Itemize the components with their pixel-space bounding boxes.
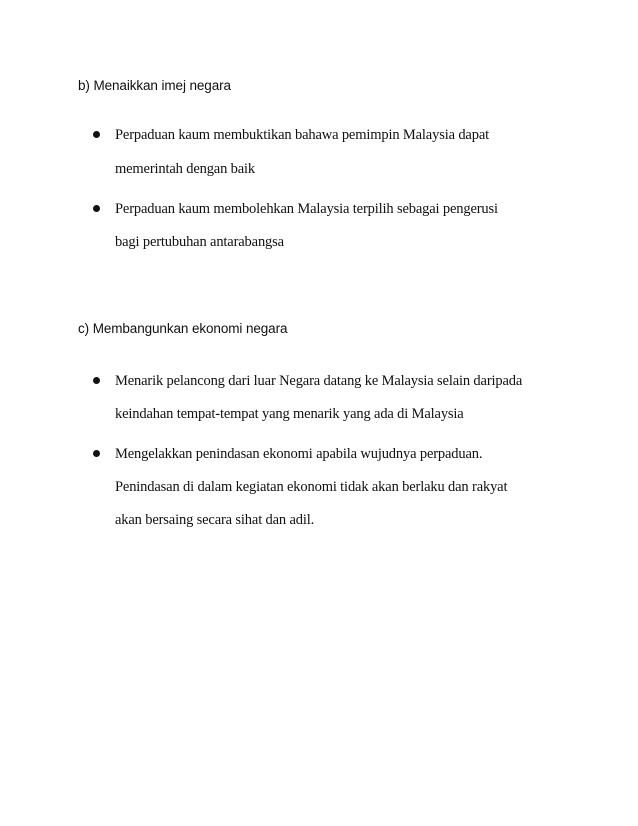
bullet-icon [93, 205, 100, 212]
section-c-item-1-line-1: Menarik pelancong dari luar Negara datang ke Malaysia selain daripada [115, 373, 523, 389]
bullet-icon [93, 450, 100, 457]
section-c-heading: c) Membangunkan ekonomi negara [78, 321, 288, 336]
section-c-item-2-line-2: Penindasan di dalam kegiatan ekonomi tidak akan berlaku dan rakyat [115, 479, 508, 495]
section-b-item-2-line-2: bagi pertubuhan antarabangsa [115, 234, 284, 250]
section-b-item-1-line-1: Perpaduan kaum membuktikan bahawa pemimpin Malaysia dapat [115, 127, 489, 143]
bullet-icon [93, 377, 100, 384]
section-b-heading: b) Menaikkan imej negara [78, 78, 231, 93]
section-c-item-1-line-2: keindahan tempat-tempat yang menarik yang ada di Malaysia [115, 406, 464, 422]
bullet-icon [93, 131, 100, 138]
section-b-item-2-line-1: Perpaduan kaum membolehkan Malaysia terpilih sebagai pengerusi [115, 201, 498, 217]
section-b-item-1-line-2: memerintah dengan baik [115, 161, 256, 177]
section-c-item-2-line-3: akan bersaing secara sihat dan adil. [115, 512, 315, 528]
section-c-item-2-line-1: Mengelakkan penindasan ekonomi apabila wujudnya perpaduan. [115, 446, 483, 462]
